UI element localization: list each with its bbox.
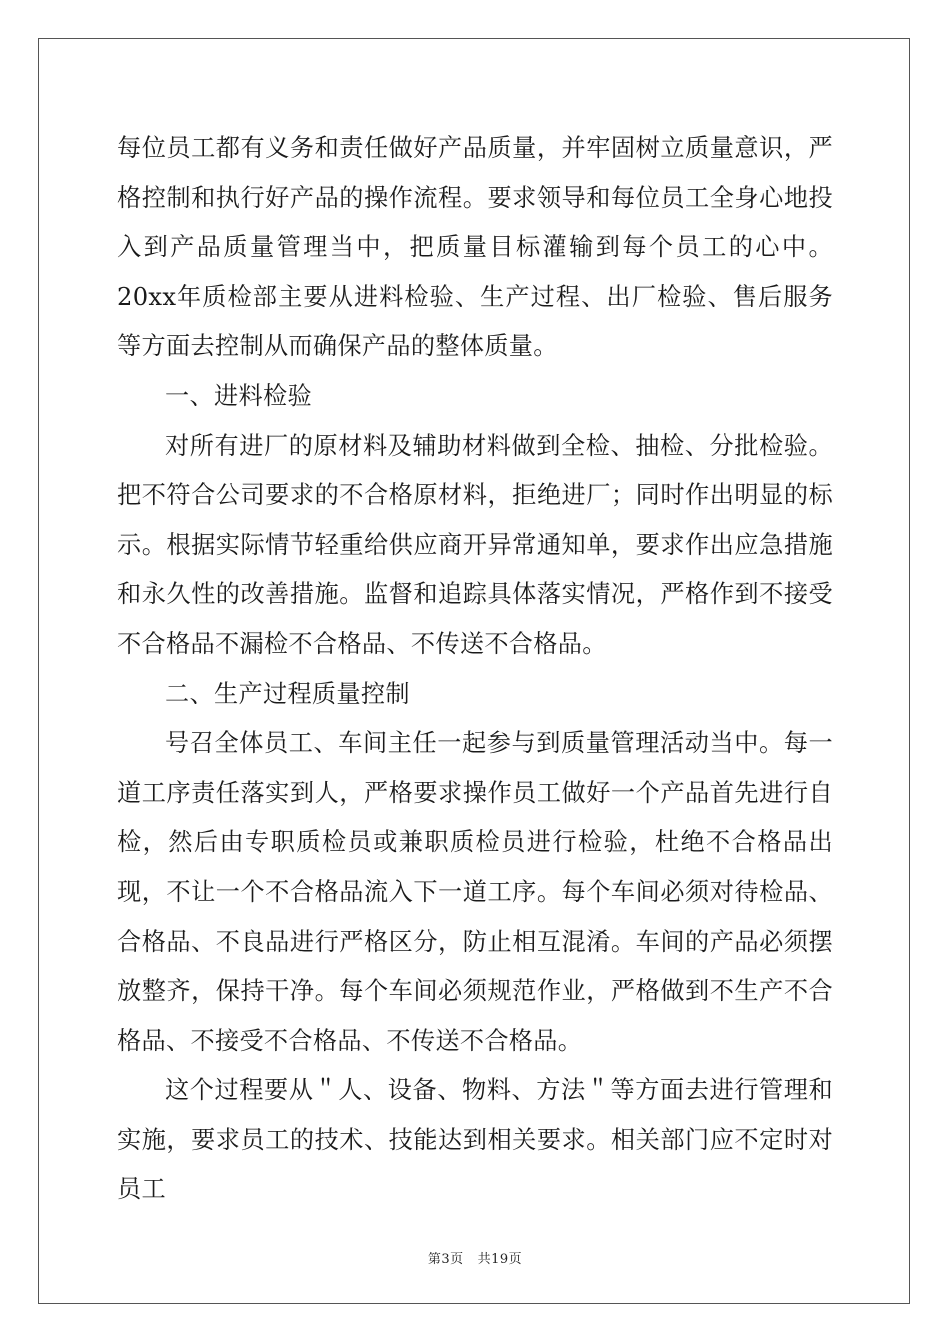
paragraph-intro: 每位员工都有义务和责任做好产品质量，并牢固树立质量意识，严格控制和执行好产品的操作流程。要求领导和每位员工全身心地投入到产品质量管理当中，把质量目标灌输到每个员工的心中。20xx年质检部主要从进料检验、生产过程、出厂检验、售后服务等方面去控制从而确保产品的整体质量。 — [117, 134, 833, 361]
total-pages: 共19页 — [477, 1252, 523, 1267]
page-footer — [0, 1248, 950, 1267]
page-number: 第3页 — [427, 1252, 464, 1267]
section-heading-production-quality: 二、生产过程质量控制 — [165, 679, 410, 708]
paragraph-incoming-inspection: 对所有进厂的原材料及辅助材料做到全检、抽检、分批检验。把不符合公司要求的不合格原材料，拒绝进厂；同时作出明显的标示。根据实际情节轻重给供应商开异常通知单，要求作出应急措施和永久性的改善措施。监督和追踪具体落实情况，严格作到不接受不合格品不漏检不合格品、不传送不合格品。 — [117, 431, 833, 658]
section-heading-incoming-inspection: 一、进料检验 — [165, 381, 312, 410]
paragraph-production-quality: 号召全体员工、车间主任一起参与到质量管理活动当中。每一道工序责任落实到人，严格要求操作员工做好一个产品首先进行自检，然后由专职质检员或兼职质检员进行检验，杜绝不合格品出现，不让一个不合格品流入下一道工序。每个车间必须对待检品、合格品、不良品进行严格区分，防止相互混淆。车间的产品必须摆放整齐，保持干净。每个车间必须规范作业，严格做到不生产不合格品、不接受不合格品、不传送不合格品。 — [117, 729, 833, 1055]
paragraph-process-management: 这个过程要从＂人、设备、物料、方法＂等方面去进行管理和实施，要求员工的技术、技能达到相关要求。相关部门应不定时对员工 — [117, 1076, 833, 1204]
document-body — [117, 124, 833, 1215]
